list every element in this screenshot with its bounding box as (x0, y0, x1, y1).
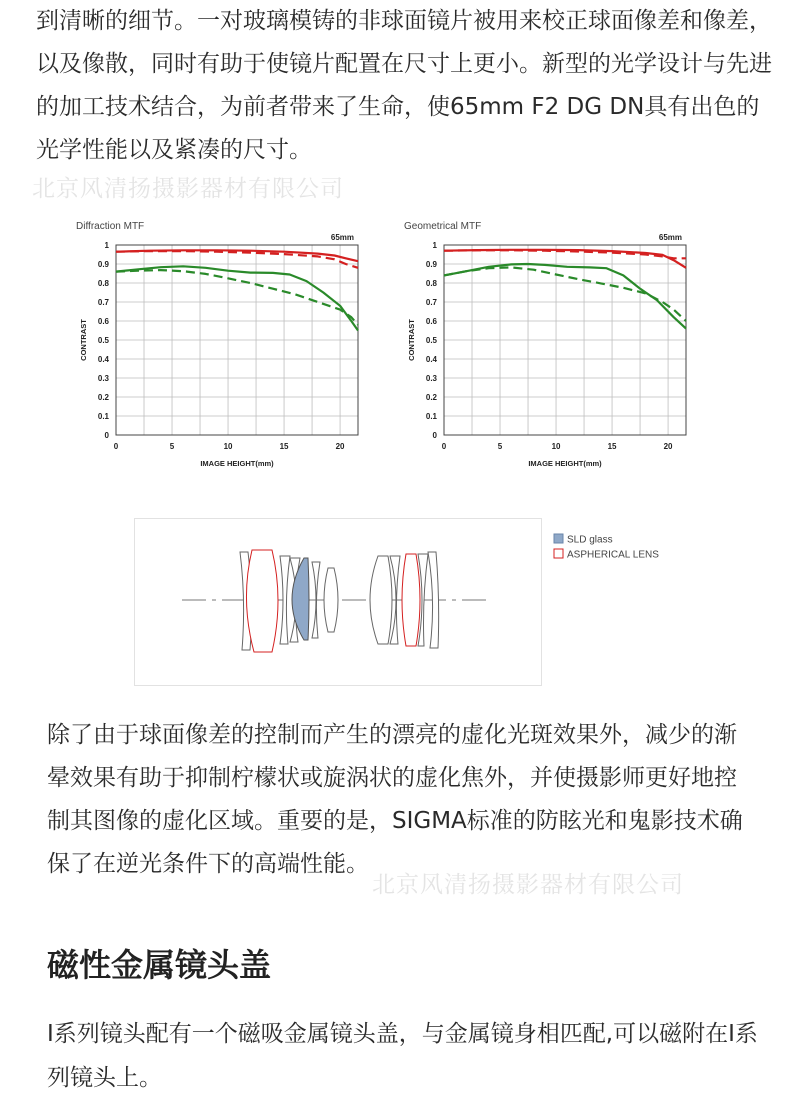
y-tick-label: 1 (432, 241, 437, 250)
lens-element-7 (324, 568, 338, 632)
y-tick-label: 0.8 (425, 279, 437, 288)
x-axis-label: IMAGE HEIGHT(mm) (528, 459, 602, 468)
lens-element-aspherical-1 (246, 550, 278, 652)
y-tick-label: 0.2 (425, 393, 437, 402)
x-tick-label: 5 (169, 442, 175, 451)
intro-paragraph: 到清晰的细节。一对玻璃模铸的非球面镜片被用来校正球面像差和像差，以及像散，同时有助于使镜片配置在尺寸上更小。新型的光学设计与先进的加工技术结合，为前者带来了生命，使65mm F2 DG DN具有出色的光学性能以及紧凑的尺寸。 (36, 8, 772, 163)
lens-cap-paragraph: I系列镜头配有一个磁吸金属镜头盖，与金属镜身相匹配,可以磁附在I系列镜头上。 (47, 1021, 758, 1091)
x-axis-label: IMAGE HEIGHT(mm) (200, 459, 274, 468)
x-tick-label: 10 (223, 442, 233, 451)
legend-swatch-aspherical (554, 549, 563, 558)
diffraction-mtf-chart (70, 212, 370, 472)
x-tick-label: 20 (335, 442, 345, 451)
watermark-bottom: 北京风清扬摄影器材有限公司 (372, 872, 684, 898)
x-tick-label: 5 (497, 442, 503, 451)
y-tick-label: 0 (432, 431, 437, 440)
y-axis-label: CONTRAST (407, 319, 416, 361)
section-heading: 磁性金属镜头盖 (47, 946, 272, 984)
series-line-3 (116, 270, 358, 325)
y-tick-label: 0.1 (425, 412, 437, 421)
y-axis-label: CONTRAST (79, 319, 88, 361)
y-tick-label: 0.3 (425, 374, 437, 383)
geometrical-mtf-chart (398, 212, 698, 472)
y-tick-label: 0.6 (425, 317, 437, 326)
y-tick-label: 0.6 (97, 317, 109, 326)
x-tick-label: 10 (551, 442, 561, 451)
y-tick-label: 0.9 (97, 260, 109, 269)
chart-title: Geometrical MTF (404, 221, 482, 232)
x-tick-label: 0 (441, 442, 447, 451)
x-tick-label: 15 (279, 442, 289, 451)
y-tick-label: 0.9 (425, 260, 437, 269)
y-tick-label: 0.4 (425, 355, 437, 364)
y-tick-label: 0.5 (97, 336, 109, 345)
y-tick-label: 0.7 (97, 298, 109, 307)
lens-construction-diagram (134, 518, 694, 686)
y-tick-label: 0.7 (425, 298, 437, 307)
x-tick-label: 15 (607, 442, 617, 451)
watermark-top: 北京风清扬摄影器材有限公司 (32, 176, 344, 202)
y-tick-label: 0 (104, 431, 109, 440)
y-tick-label: 0.3 (97, 374, 109, 383)
y-tick-label: 0.5 (425, 336, 437, 345)
y-tick-label: 0.2 (97, 393, 109, 402)
legend-label-sld: SLD glass (567, 534, 613, 546)
series-line-0 (444, 250, 686, 268)
y-tick-label: 0.4 (97, 355, 109, 364)
y-tick-label: 0.1 (97, 412, 109, 421)
chart-title: Diffraction MTF (76, 221, 145, 232)
focal-length-annotation: 65mm (330, 233, 354, 242)
y-tick-label: 1 (104, 241, 109, 250)
legend-swatch-sld (554, 534, 563, 543)
lens-element-aspherical-2 (402, 554, 420, 646)
series-line-2 (444, 264, 686, 329)
focal-length-annotation: 65mm (658, 233, 682, 242)
x-tick-label: 0 (113, 442, 119, 451)
y-tick-label: 0.8 (97, 279, 109, 288)
legend-label-aspherical: ASPHERICAL LENS (567, 549, 659, 561)
bokeh-paragraph: 除了由于球面像差的控制而产生的漂亮的虚化光斑效果外，减少的渐晕效果有助于抑制柠檬状或旋涡状的虚化焦外，并使摄影师更好地控制其图像的虚化区域。重要的是，SIGMA标准的防眩光和鬼影技术确保了在逆光条件下的高端性能。 (47, 722, 743, 877)
x-tick-label: 20 (663, 442, 673, 451)
